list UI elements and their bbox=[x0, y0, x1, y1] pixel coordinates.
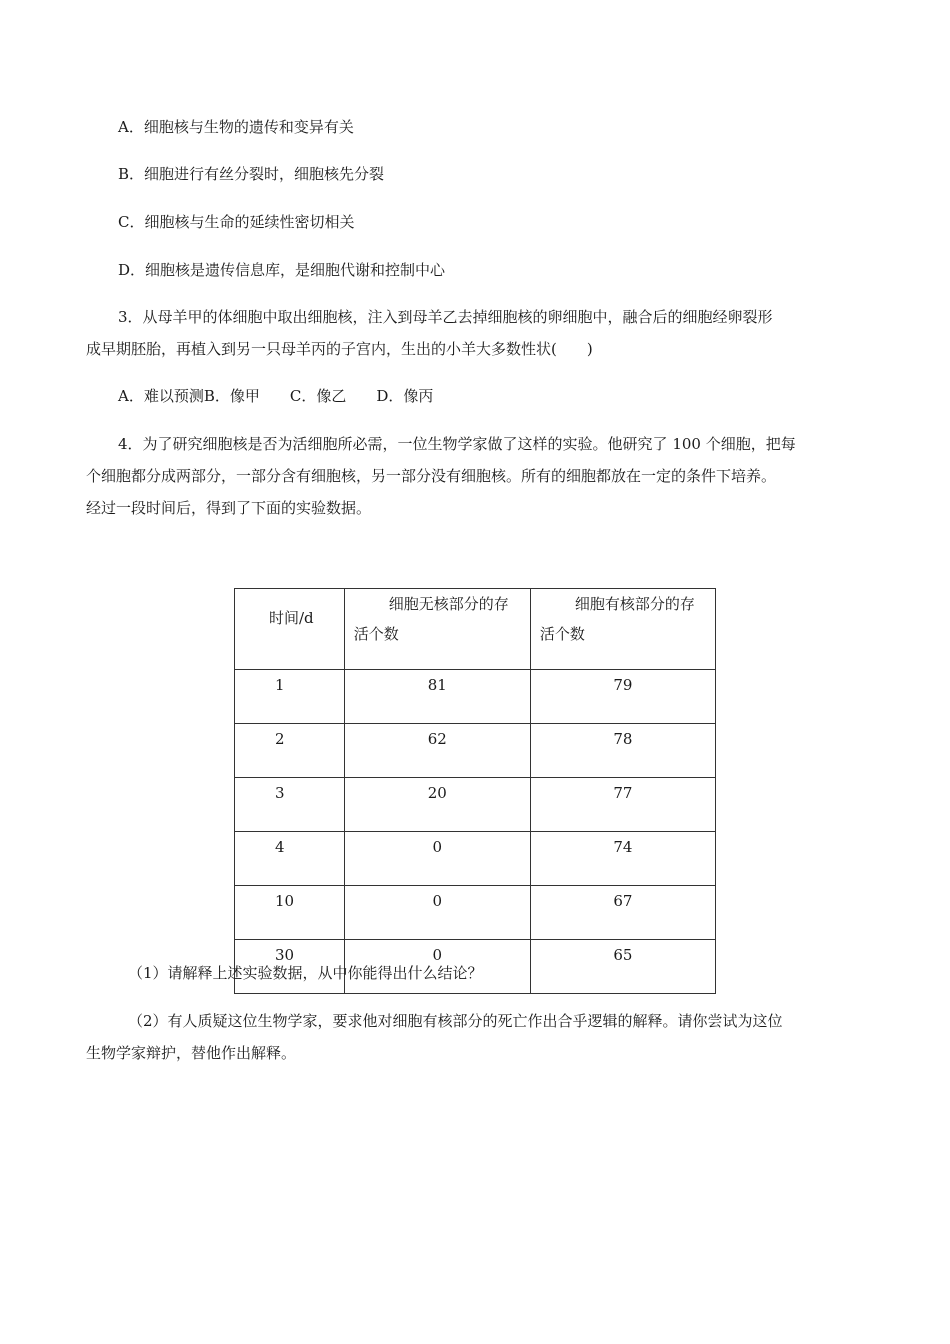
option-d: D．细胞核是遗传信息库，是细胞代谢和控制中心 bbox=[118, 261, 446, 279]
with-nucleus-cell: 78 bbox=[530, 724, 715, 778]
table-row bbox=[235, 832, 716, 886]
header-with-nucleus-cell bbox=[530, 589, 715, 670]
no-nucleus-cell: 0 bbox=[344, 940, 530, 994]
question-4-line-3: 经过一段时间后，得到了下面的实验数据。 bbox=[86, 499, 372, 517]
header-time: 时间/d bbox=[269, 609, 314, 627]
time-cell: 1 bbox=[235, 670, 345, 724]
no-nucleus-cell: 81 bbox=[344, 670, 530, 724]
subquestion-2-line-2: 生物学家辩护，替他作出解释。 bbox=[86, 1044, 297, 1062]
table-row bbox=[235, 670, 716, 724]
no-nucleus-cell: 0 bbox=[344, 832, 530, 886]
time-cell: 4 bbox=[235, 832, 345, 886]
question-3-line-1: 3．从母羊甲的体细胞中取出细胞核，注入到母羊乙去掉细胞核的卵细胞中，融合后的细胞经卵裂形 bbox=[118, 308, 773, 326]
table-header-row bbox=[235, 589, 716, 670]
option-a: A．细胞核与生物的遗传和变异有关 bbox=[118, 118, 354, 136]
table-row bbox=[235, 724, 716, 778]
subquestion-2-line-1: （2）有人质疑这位生物学家，要求他对细胞有核部分的死亡作出合乎逻辑的解释。请你尝试为这位 bbox=[128, 1012, 783, 1030]
header-no-nucleus-line1: 细胞无核部分的存 bbox=[388, 595, 509, 613]
header-no-nucleus-line2: 活个数 bbox=[353, 625, 399, 643]
with-nucleus-cell: 74 bbox=[530, 832, 715, 886]
header-no-nucleus-cell bbox=[344, 589, 530, 670]
question-4-line-2: 个细胞都分成两部分，一部分含有细胞核，另一部分没有细胞核。所有的细胞都放在一定的条件下培养。 bbox=[86, 467, 777, 485]
data-table bbox=[234, 588, 716, 994]
question-3-line-2: 成早期胚胎，再植入到另一只母羊丙的子宫内，生出的小羊大多数性状( ) bbox=[86, 340, 593, 358]
header-with-nucleus-line2: 活个数 bbox=[539, 625, 585, 643]
table-row bbox=[235, 886, 716, 940]
with-nucleus-cell: 67 bbox=[530, 886, 715, 940]
time-cell: 3 bbox=[235, 778, 345, 832]
with-nucleus-cell: 79 bbox=[530, 670, 715, 724]
subquestion-1: （1）请解释上述实验数据，从中你能得出什么结论？ bbox=[128, 964, 483, 982]
no-nucleus-cell: 62 bbox=[344, 724, 530, 778]
question-4-line-1: 4．为了研究细胞核是否为活细胞所必需，一位生物学家做了这样的实验。他研究了 100 个细胞，把每 bbox=[118, 435, 796, 453]
time-cell: 10 bbox=[235, 886, 345, 940]
header-with-nucleus-line1: 细胞有核部分的存 bbox=[574, 595, 695, 613]
table-row bbox=[235, 778, 716, 832]
option-b: B．细胞进行有丝分裂时，细胞核先分裂 bbox=[118, 165, 385, 183]
option-c: C．细胞核与生命的延续性密切相关 bbox=[118, 213, 355, 231]
no-nucleus-cell: 20 bbox=[344, 778, 530, 832]
header-time-cell bbox=[235, 589, 345, 670]
with-nucleus-cell: 77 bbox=[530, 778, 715, 832]
with-nucleus-cell: 65 bbox=[530, 940, 715, 994]
time-cell: 30 bbox=[235, 940, 345, 994]
no-nucleus-cell: 0 bbox=[344, 886, 530, 940]
time-cell: 2 bbox=[235, 724, 345, 778]
question-3-options: A．难以预测B．像甲 C．像乙 D．像丙 bbox=[118, 387, 434, 405]
